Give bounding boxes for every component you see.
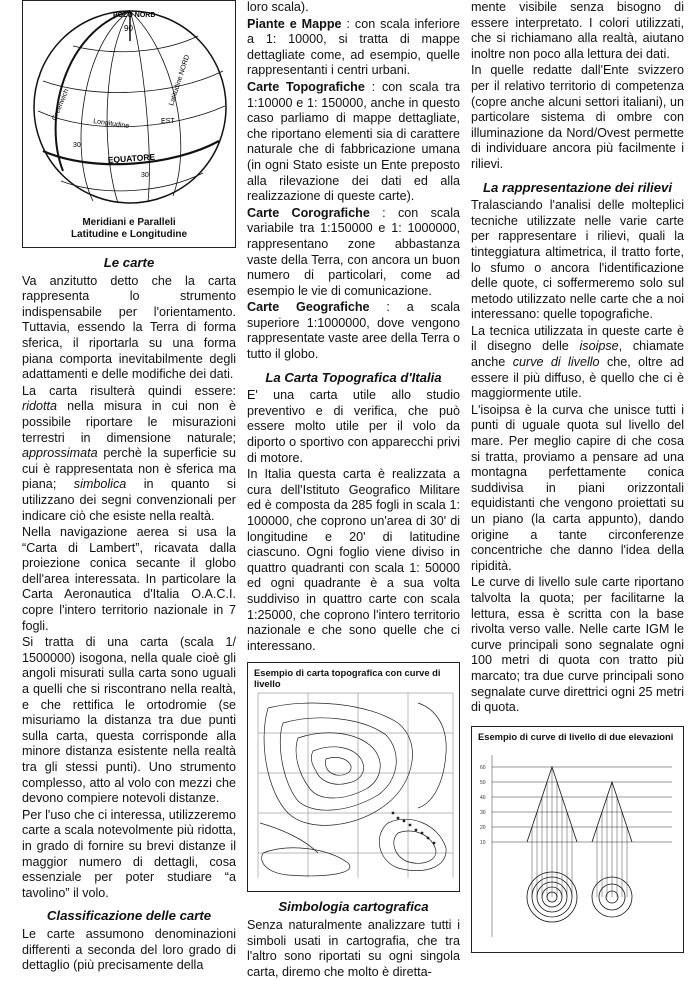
paragraph: loro scala). xyxy=(247,0,309,14)
topographic-map-title: Esempio di carta topografica con curve di livello xyxy=(254,667,441,690)
globe-illustration xyxy=(23,1,237,247)
paragraph: La tecnica utilizzata in queste carte è il disegno delle isoipse, chiamate anche curve di livello che, oltre ad essere il più diffuso, è quello che ci è maggiormente utile. xyxy=(471,323,685,401)
tick-40: 40 xyxy=(480,794,486,801)
column-2 xyxy=(247,0,460,981)
paragraph: Va anzitutto detto che la carta rappresenta lo strumento indispensabile per l'orientamento. Tuttavia, essendo la Terra di forma sferica, il riportarla su una forma piana comporta inevitabilmente degli adattamenti e delle modifiche dei dati. xyxy=(22,273,236,382)
tick-50: 50 xyxy=(480,779,486,786)
paragraph: Carte Geografiche : a scala superiore 1:1000000, dove vengono rappresentate vaste aree della Terra o tutto il globo. xyxy=(247,300,461,362)
contour-elevation-figure xyxy=(471,726,684,953)
paragraph: L'isoipsa è la curva che unisce tutti i punti di uguale quota sul livello del mare. Per meglio capire di che cosa si tratta, proviamo a pensare ad una montagna perfettamente conica suddivisa in piani orizzontali equidistanti che vengono proiettati su un piano (la carta appunto), dando origine a tante circonferenze concentriche che danno l'idea della ripidità. xyxy=(471,402,684,573)
paragraph: Nella navigazione aerea si usa la “Carta di Lambert”, ricavata dalla proiezione conica secante il globo dell'area interessata. In particolare la Carta Aeronautica d'Italia O.A.C.I. copre l'intero territorio nazionale in 7 fogli. xyxy=(22,525,236,633)
paragraph: Tralasciando l'analisi delle molteplici tecniche utilizzate nelle varie carte per rappresentare i rilievi, quali la tinteggiatura altimetrica, il tratto forte, lo sfumo o ancora l'identificazione delle quote, ci soffermeremo solo sul metodo utilizzato nelle carte che a noi interessano: quelle topografiche. xyxy=(471,198,684,322)
globe-label-lat: Latitudine NORD xyxy=(168,54,192,107)
column-3 xyxy=(471,0,684,953)
paragraph: Piante e Mappe : con scala inferiore a 1: 10000, si tratta di mappe dettagliate come, ad esempio, quelle rappresentanti i centri urbani. xyxy=(247,16,461,78)
heading-le-carte: Le carte xyxy=(103,255,155,270)
paragraph: E' una carta utile allo studio preventivo e di verifica, che può essere molto utile per il volo da diporto o sportivo con apparecchi privi di motore. xyxy=(247,388,460,465)
paragraph: Le curve di livello sule carte riportano talvolta la quota; per facilitarne la lettura, essa è scritta con la base rivolta verso valle. Nelle carte IGM le curve principali sono segnalate ogni 100 metri di quota con tratto più marcato; tra due curve principali sono segnalate curve direttrici ogni 25 metri di quota. xyxy=(471,575,684,715)
tick-60: 60 xyxy=(480,764,486,771)
heading-classificazione: Classificazione delle carte xyxy=(46,908,212,924)
globe-label-90: 90 xyxy=(124,24,133,33)
paragraph: Carte Topografiche : con scala tra 1:10000 e 1: 150000, anche in questo caso parliamo di mappe dettagliate, che riportano elementi sia di carattere naturale che di fabbricazione umana (in ogni Stato esiste un Ente preposto alla rilevazione dei dati ed alla realizzazione di queste carte). xyxy=(247,79,460,204)
paragraph: Per l'uso che ci interessa, utilizzeremo carte a scala notevolmente più ridotta, in grado di fornire su brevi distanze il maggior numero di dettagli, cosa essenziale per poter studiare “a tavolino” il volo. xyxy=(22,807,236,900)
globe-label-est: EST xyxy=(161,118,175,125)
topographic-map-figure xyxy=(247,662,460,892)
paragraph: La carta risulterà quindi essere: ridotta nella misura in cui non è possibile riportare le misurazioni terrestri in dimensione naturale; approssimata perchè la superficie su cui è rappresentata non è sferica ma piana; simbolica in quanto si utilizzano dei segni convenzionali per indicare ciò che esiste nella realtà. xyxy=(22,383,237,523)
heading-rappresentazione: La rappresentazione dei rilievi xyxy=(482,179,673,195)
globe-caption: Meridiani e Paralleli Latitudine e Longitudine xyxy=(70,217,188,240)
globe-label-equatore: EQUATORE xyxy=(107,151,156,165)
topographic-map xyxy=(248,663,459,889)
globe-label-pole: POLO NORD xyxy=(113,12,156,19)
paragraph: Carte Corografiche : con scala variabile tra 1:150000 e 1: 1000000, rappresentano zone abbastanza vaste della Terra, con ancora un buon numero di particolari, come ad esempio le vie di comunicazione. xyxy=(247,205,460,298)
paragraph: Senza naturalmente analizzare tutti i simboli usati in cartografia, che tra l'altro sono riportati su ogni singola carta, diremo che molto è diretta- xyxy=(247,917,460,979)
globe-label-greenwich: Greenwich xyxy=(51,88,71,122)
heading-simbologia: Simbologia cartografica xyxy=(278,899,429,915)
paragraph: Si tratta di una carta (scala 1/ 1500000) isogona, nella quale cioè gli angoli misurati sulla carta sono uguali a quelli che si riscontrano nella realtà, e che rettifica le ortodromie (se misuriamo la distanza tra due punti sulla carta, questa corrisponde alla minore distanza esistente nella realtà tra gli stessi punti). Uno strumento complesso, atto al volo con mezzi che devono compiere notevoli distanze. xyxy=(22,635,236,806)
tick-20: 20 xyxy=(480,824,486,831)
column-1 xyxy=(22,0,236,975)
globe-label-30a: 30 xyxy=(73,142,81,149)
globe-label-long: Longitudine xyxy=(92,118,130,131)
paragraph: In quelle redatte dall'Ente svizzero per il relativo territorio di competenza (copre anche alcuni settori italiani), un particolare sistema di ombre con illuminazione da Nord/Ovest permette di individuare ancora più facilmente i rilievi. xyxy=(471,63,684,171)
heading-carta-topografica: La Carta Topografica d'Italia xyxy=(265,369,442,385)
globe-label-30b: 30 xyxy=(141,172,149,179)
paragraph: In Italia questa carta è realizzata a cura dell'Istituto Geografico Militare ed è composta da 285 fogli in scala 1: 100000, che coprono un'area di 30' di longitudine e 20' di latitudine ciascuno. Ogni foglio viene diviso in quattro quadranti con scala 1: 50000 ed ogni quadrante è a sua volta suddiviso in quattro carte con scala 1:25000, che coprono l'intero territorio nazionale e che sono quelle che ci interessano. xyxy=(247,467,460,653)
paragraph: Le carte assumono denominazioni differenti a seconda del loro grado di dettaglio (più precisamente della xyxy=(22,926,236,973)
contour-elevation-diagram xyxy=(472,727,683,950)
tick-10: 10 xyxy=(480,839,486,846)
contour-elevation-title: Esempio di curve di livello di due elevazioni xyxy=(478,730,674,742)
tick-30: 30 xyxy=(480,809,486,816)
paragraph: mente visibile senza bisogno di essere interpretato. I colori utilizzati, che si richiamano alla realtà, aiutano inoltre non poco alla lettura dei dati. xyxy=(471,0,684,61)
globe-figure xyxy=(22,0,236,248)
